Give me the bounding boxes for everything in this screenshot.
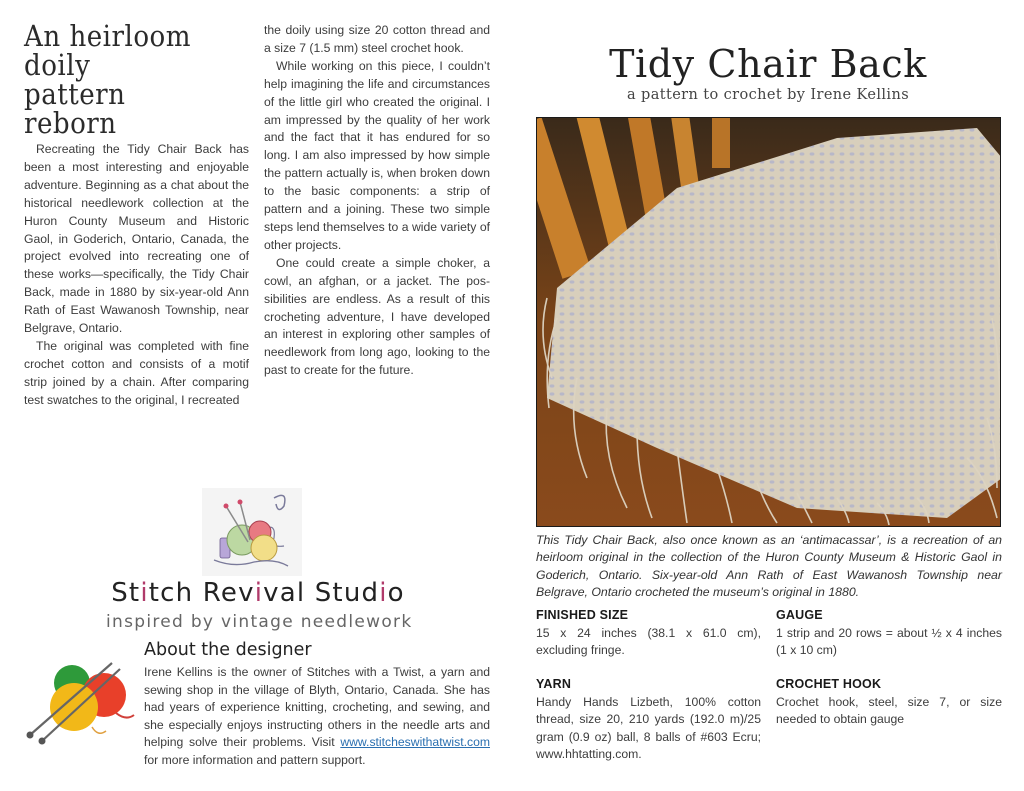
article-body-col1 bbox=[24, 141, 249, 410]
article-column-2 bbox=[264, 22, 490, 380]
paragraph: the doily using size 20 cotton thread and a size 7 (1.5 mm) steel crochet hook. bbox=[264, 23, 490, 55]
studio-name-accent: i bbox=[379, 578, 388, 608]
studio-name-part: val Stud bbox=[263, 578, 380, 608]
paragraph: The original was completed with fine crochet cotton and consists of a motif strip joined by a chain. After comparing test swatches to the original, I recreated bbox=[24, 338, 249, 407]
spec-value: Handy Hands Lizbeth, 100% cotton thread, size 20, 210 yards (192.0 m)/25 gram (0.9 oz) ball, 8 balls of #603 Ecru; www.hhtatting.com. bbox=[536, 694, 761, 761]
designer-website-link[interactable]: www.stitcheswithatwist.com bbox=[340, 735, 490, 749]
studio-tagline: inspired by vintage needlework bbox=[106, 612, 413, 632]
paragraph: Recreating the Tidy Chair Back has been a most interesting and enjoyable adventure. Beginning as a chat about the historical needlework collection at the Huron County Museum and Historic Gaol, in Goderich, Ontario, Canada, the project evolved into recreating one of these works—specifically, the Tidy Chair Back, made in 1880 by six-year-old Ann Rath of East Wawanosh Township, near Belgrave, Ontario. bbox=[24, 142, 249, 336]
photo-caption: This Tidy Chair Back, also once known as an ‘antimacassar’, is a recreation of an heirloom original in the collection of the Huron County Museum & Historic Gaol in Goderich, Ontario. Six-year-old Ann Rath of East Wawanosh Township near Belgrave, Ontario crocheted the museum’s original in 1880. bbox=[536, 533, 1002, 600]
pattern-title: Tidy Chair Back bbox=[609, 42, 927, 86]
studio-name-part: o bbox=[387, 578, 405, 608]
spec-crochet-hook bbox=[776, 676, 1002, 729]
spec-finished-size bbox=[536, 607, 761, 660]
about-text-part: Irene Kellins is the owner of Stitches with a Twist, a yarn and sewing shop in the village of Blyth, Ontario, Canada. She has had years of experience knitting, crocheting, and sewing, and she especially enjoys instructing others in the needle arts and helping solve their problems. Visit bbox=[144, 665, 490, 749]
about-designer-heading: About the designer bbox=[144, 640, 312, 660]
studio-name-part: St bbox=[111, 578, 141, 608]
spec-label: FINISHED SIZE bbox=[536, 608, 629, 622]
spec-gauge bbox=[776, 607, 1002, 660]
headline-line: reborn bbox=[24, 106, 117, 140]
studio-name-part: tch Rev bbox=[148, 578, 255, 608]
headline-line: doily bbox=[24, 48, 91, 82]
pattern-subtitle: a pattern to crochet by Irene Kellins bbox=[626, 87, 910, 103]
spec-value: 15 x 24 inches (38.1 x 61.0 cm), excluding fringe. bbox=[536, 625, 761, 657]
spec-yarn bbox=[536, 676, 761, 764]
spec-value: Crochet hook, steel, size 7, or size needed to obtain gauge bbox=[776, 694, 1002, 726]
spec-label: CROCHET HOOK bbox=[776, 677, 882, 691]
about-designer-text bbox=[144, 664, 490, 769]
yarn-balls-icon bbox=[22, 655, 137, 747]
yarn-balls-knitting-needles-icon bbox=[202, 488, 302, 576]
spec-label: YARN bbox=[536, 677, 572, 691]
article-column-1 bbox=[24, 19, 249, 410]
studio-name bbox=[103, 578, 413, 608]
article-headline bbox=[24, 19, 249, 140]
studio-name-accent: i bbox=[140, 578, 149, 608]
about-text-part: for more information and pattern support. bbox=[144, 752, 366, 767]
article-body-col2 bbox=[264, 22, 490, 380]
spec-label: GAUGE bbox=[776, 608, 823, 622]
paragraph: While working on this piece, I couldn’t help imagining the life and circumstances of the little girl who created the original. I am impressed by the quality of her work and the fact that it has endured for so long. I am also impressed by how simple the pattern actually is, when broken down to the basic components: a strip of pattern and a joining. These two simple steps lend themselves to a wide variety of other projects. bbox=[264, 58, 490, 252]
studio-name-accent: i bbox=[254, 578, 264, 608]
headline-line: pattern bbox=[24, 77, 126, 111]
paragraph: One could create a simple choker, a cowl, an afghan, or a jacket. The possibilities are endless. As a result of this crocheting adventure, I have developed an interest in exploring other samples of needlework from long ago, looking to the past to create for the future. bbox=[264, 255, 490, 378]
chair-back-photo bbox=[536, 117, 1001, 527]
spec-value: 1 strip and 20 rows = about ½ x 4 inches (1 x 10 cm) bbox=[776, 625, 1002, 657]
headline-line: An heirloom bbox=[24, 19, 191, 53]
